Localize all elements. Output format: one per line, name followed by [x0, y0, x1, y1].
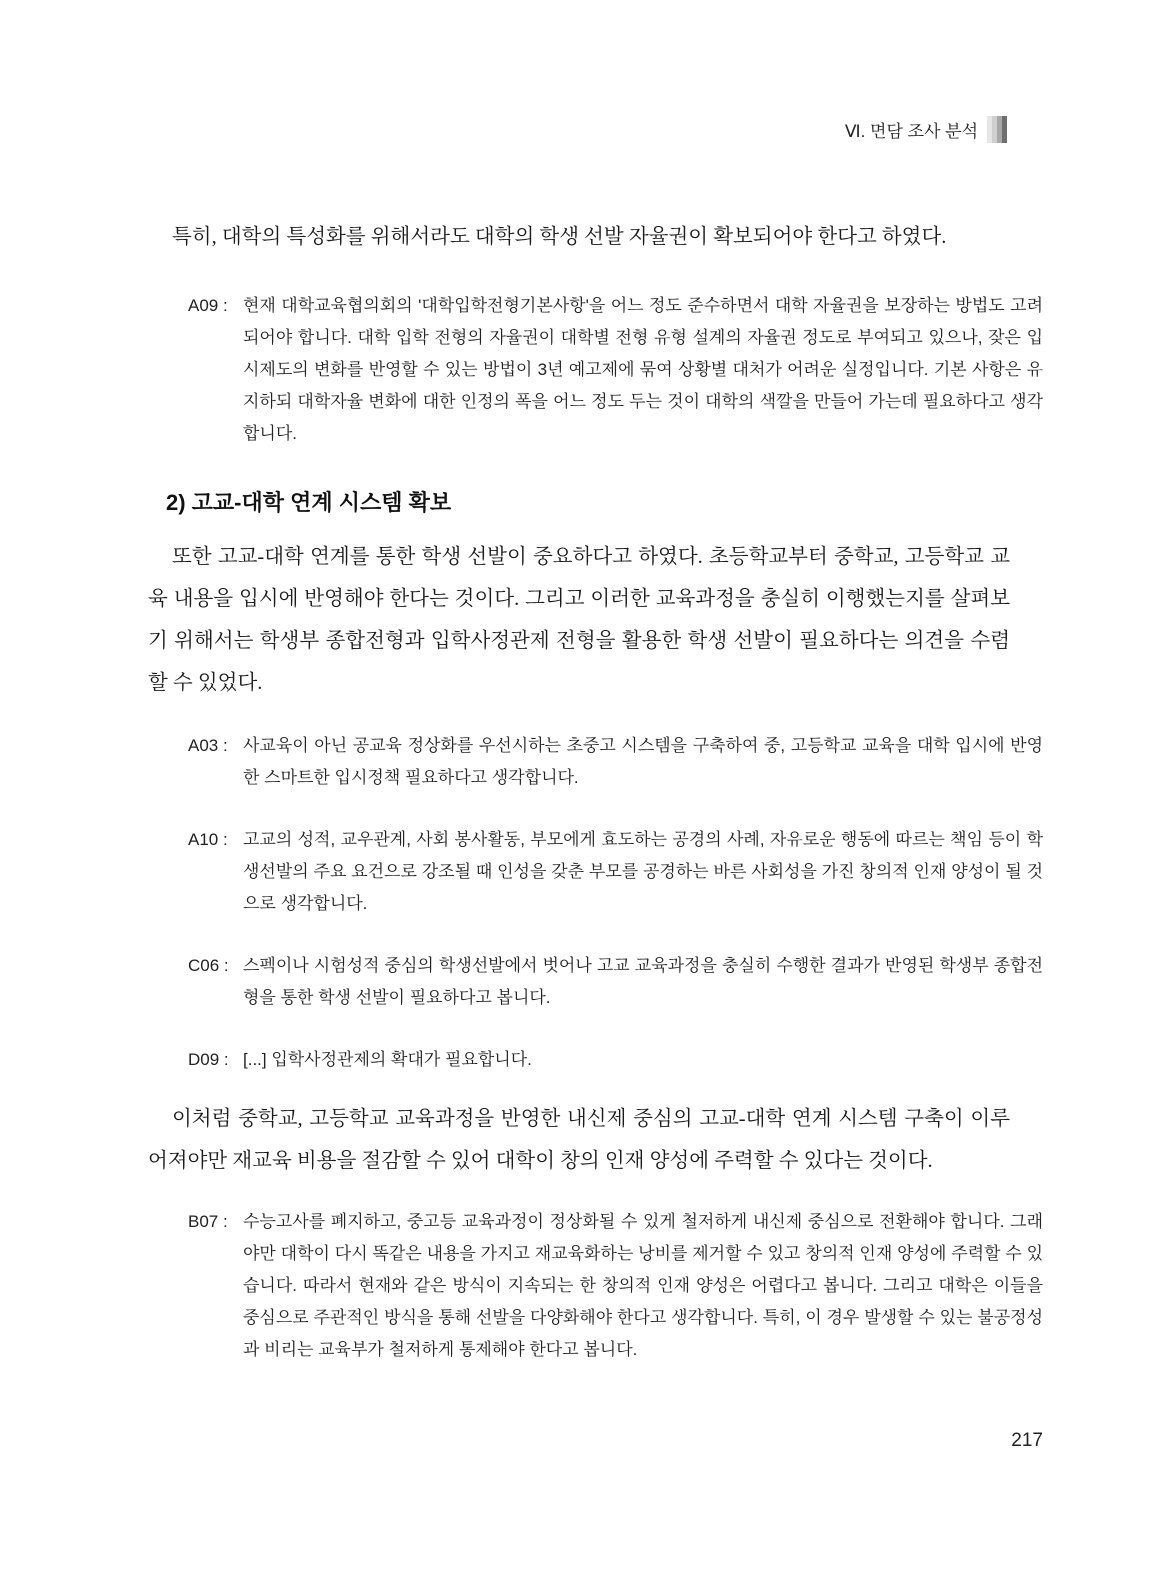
interview-quote-d09: [188, 1044, 1043, 1076]
interviewee-code: A09 :: [188, 296, 228, 315]
body-paragraph-1: 특히, 대학의 특성화를 위해서라도 대학의 학생 선발 자율권이 확보되어야 한다고 하였다.: [172, 226, 947, 248]
quote-text: 사교육이 아닌 공교육 정상화를 우선시하는 초중고 시스템을 구축하여 중, 고등학교 교육을 대학 입시에 반영한 스마트한 입시정책 필요하다고 생각합니다.: [243, 736, 1043, 787]
interview-quote-a03: [188, 730, 1043, 794]
quote-text: 수능고사를 폐지하고, 중고등 교육과정이 정상화될 수 있게 철저하게 내신제 중심으로 전환해야 합니다. 그래야만 대학이 다시 똑같은 내용을 가지고 재교육화하는 낭비를 제거할 수 있고 창의적 인재 양성에 주력할 수 있습니다. 따라서 현재와 같은 방식이 지속되는 한 창의적 인재 양성은 어렵다고 봅니다. 그리고 대학은 이들을 중심으로 주관적인 방식을 통해 선발을 다양화해야 한다고 생각합니다. 특히, 이 경우 발생할 수 있는 불공정성과 비리는 교육부가 철저하게 통제해야 한다고 봅니다.: [243, 1212, 1043, 1359]
interviewee-code: D09 :: [188, 1050, 229, 1069]
quote-text: 고교의 성적, 교우관계, 사회 봉사활동, 부모에게 효도하는 공경의 사례, 자유로운 행동에 따르는 책임 등이 학생선발의 주요 요건으로 강조될 때 인성을 갖춘 부모를 공경하는 바른 사회성을 가진 창의적 인재 양성이 될 것으로 생각합니다.: [243, 830, 1043, 913]
interview-quote-a10: [188, 824, 1043, 920]
chapter-title: Ⅵ. 면담 조사 분석: [844, 122, 978, 141]
quote-text: 스펙이나 시험성적 중심의 학생선발에서 벗어나 고교 교육과정을 충실히 수행한 결과가 반영된 학생부 종합전형을 통한 학생 선발이 필요하다고 봅니다.: [243, 956, 1043, 1007]
interviewee-code: A10 :: [188, 830, 228, 849]
interviewee-code: C06 :: [188, 956, 229, 975]
interview-quote-b07: [188, 1206, 1043, 1366]
interviewee-code: B07 :: [188, 1212, 228, 1231]
page-number: 217: [1011, 1430, 1043, 1451]
interviewee-code: A03 :: [188, 736, 228, 755]
interview-quote-c06: [188, 950, 1043, 1014]
header-decoration-bar: [987, 116, 1007, 143]
quote-text: [...] 입학사정관제의 확대가 필요합니다.: [243, 1050, 532, 1069]
body-paragraph-2: 또한 고교-대학 연계를 통한 학생 선발이 중요하다고 하였다. 초등학교부터 중학교, 고등학교 교육 내용을 입시에 반영해야 한다는 것이다. 그리고 이러한 교육과정을 충실히 이행했는지를 살펴보기 위해서는 학생부 종합전형과 입학사정관제 전형을 활용한 학생 선발이 필요하다는 의견을 수렴할 수 있었다.: [148, 546, 1010, 694]
body-paragraph-3: 이처럼 중학교, 고등학교 교육과정을 반영한 내신제 중심의 고교-대학 연계 시스템 구축이 이루어져야만 재교육 비용을 절감할 수 있어 대학이 창의 인재 양성에 주력할 수 있다는 것이다.: [148, 1108, 1010, 1172]
quote-text: 현재 대학교육협의회의 '대학입학전형기본사항'을 어느 정도 준수하면서 대학 자율권을 보장하는 방법도 고려되어야 합니다. 대학 입학 전형의 자율권이 대학별 전형 유형 설계의 자율권 정도로 부여되고 있으나, 잦은 입시제도의 변화를 반영할 수 있는 방법이 3년 예고제에 묶여 상황별 대처가 어려운 실정입니다. 기본 사항은 유지하되 대학자율 변화에 대한 인정의 폭을 어느 정도 두는 것이 대학의 색깔을 만들어 가는데 필요하다고 생각합니다.: [243, 296, 1043, 443]
section-heading: 2) 고교-대학 연계 시스템 확보: [166, 490, 452, 515]
interview-quote-a09: [188, 290, 1043, 450]
running-header: [845, 116, 1007, 143]
